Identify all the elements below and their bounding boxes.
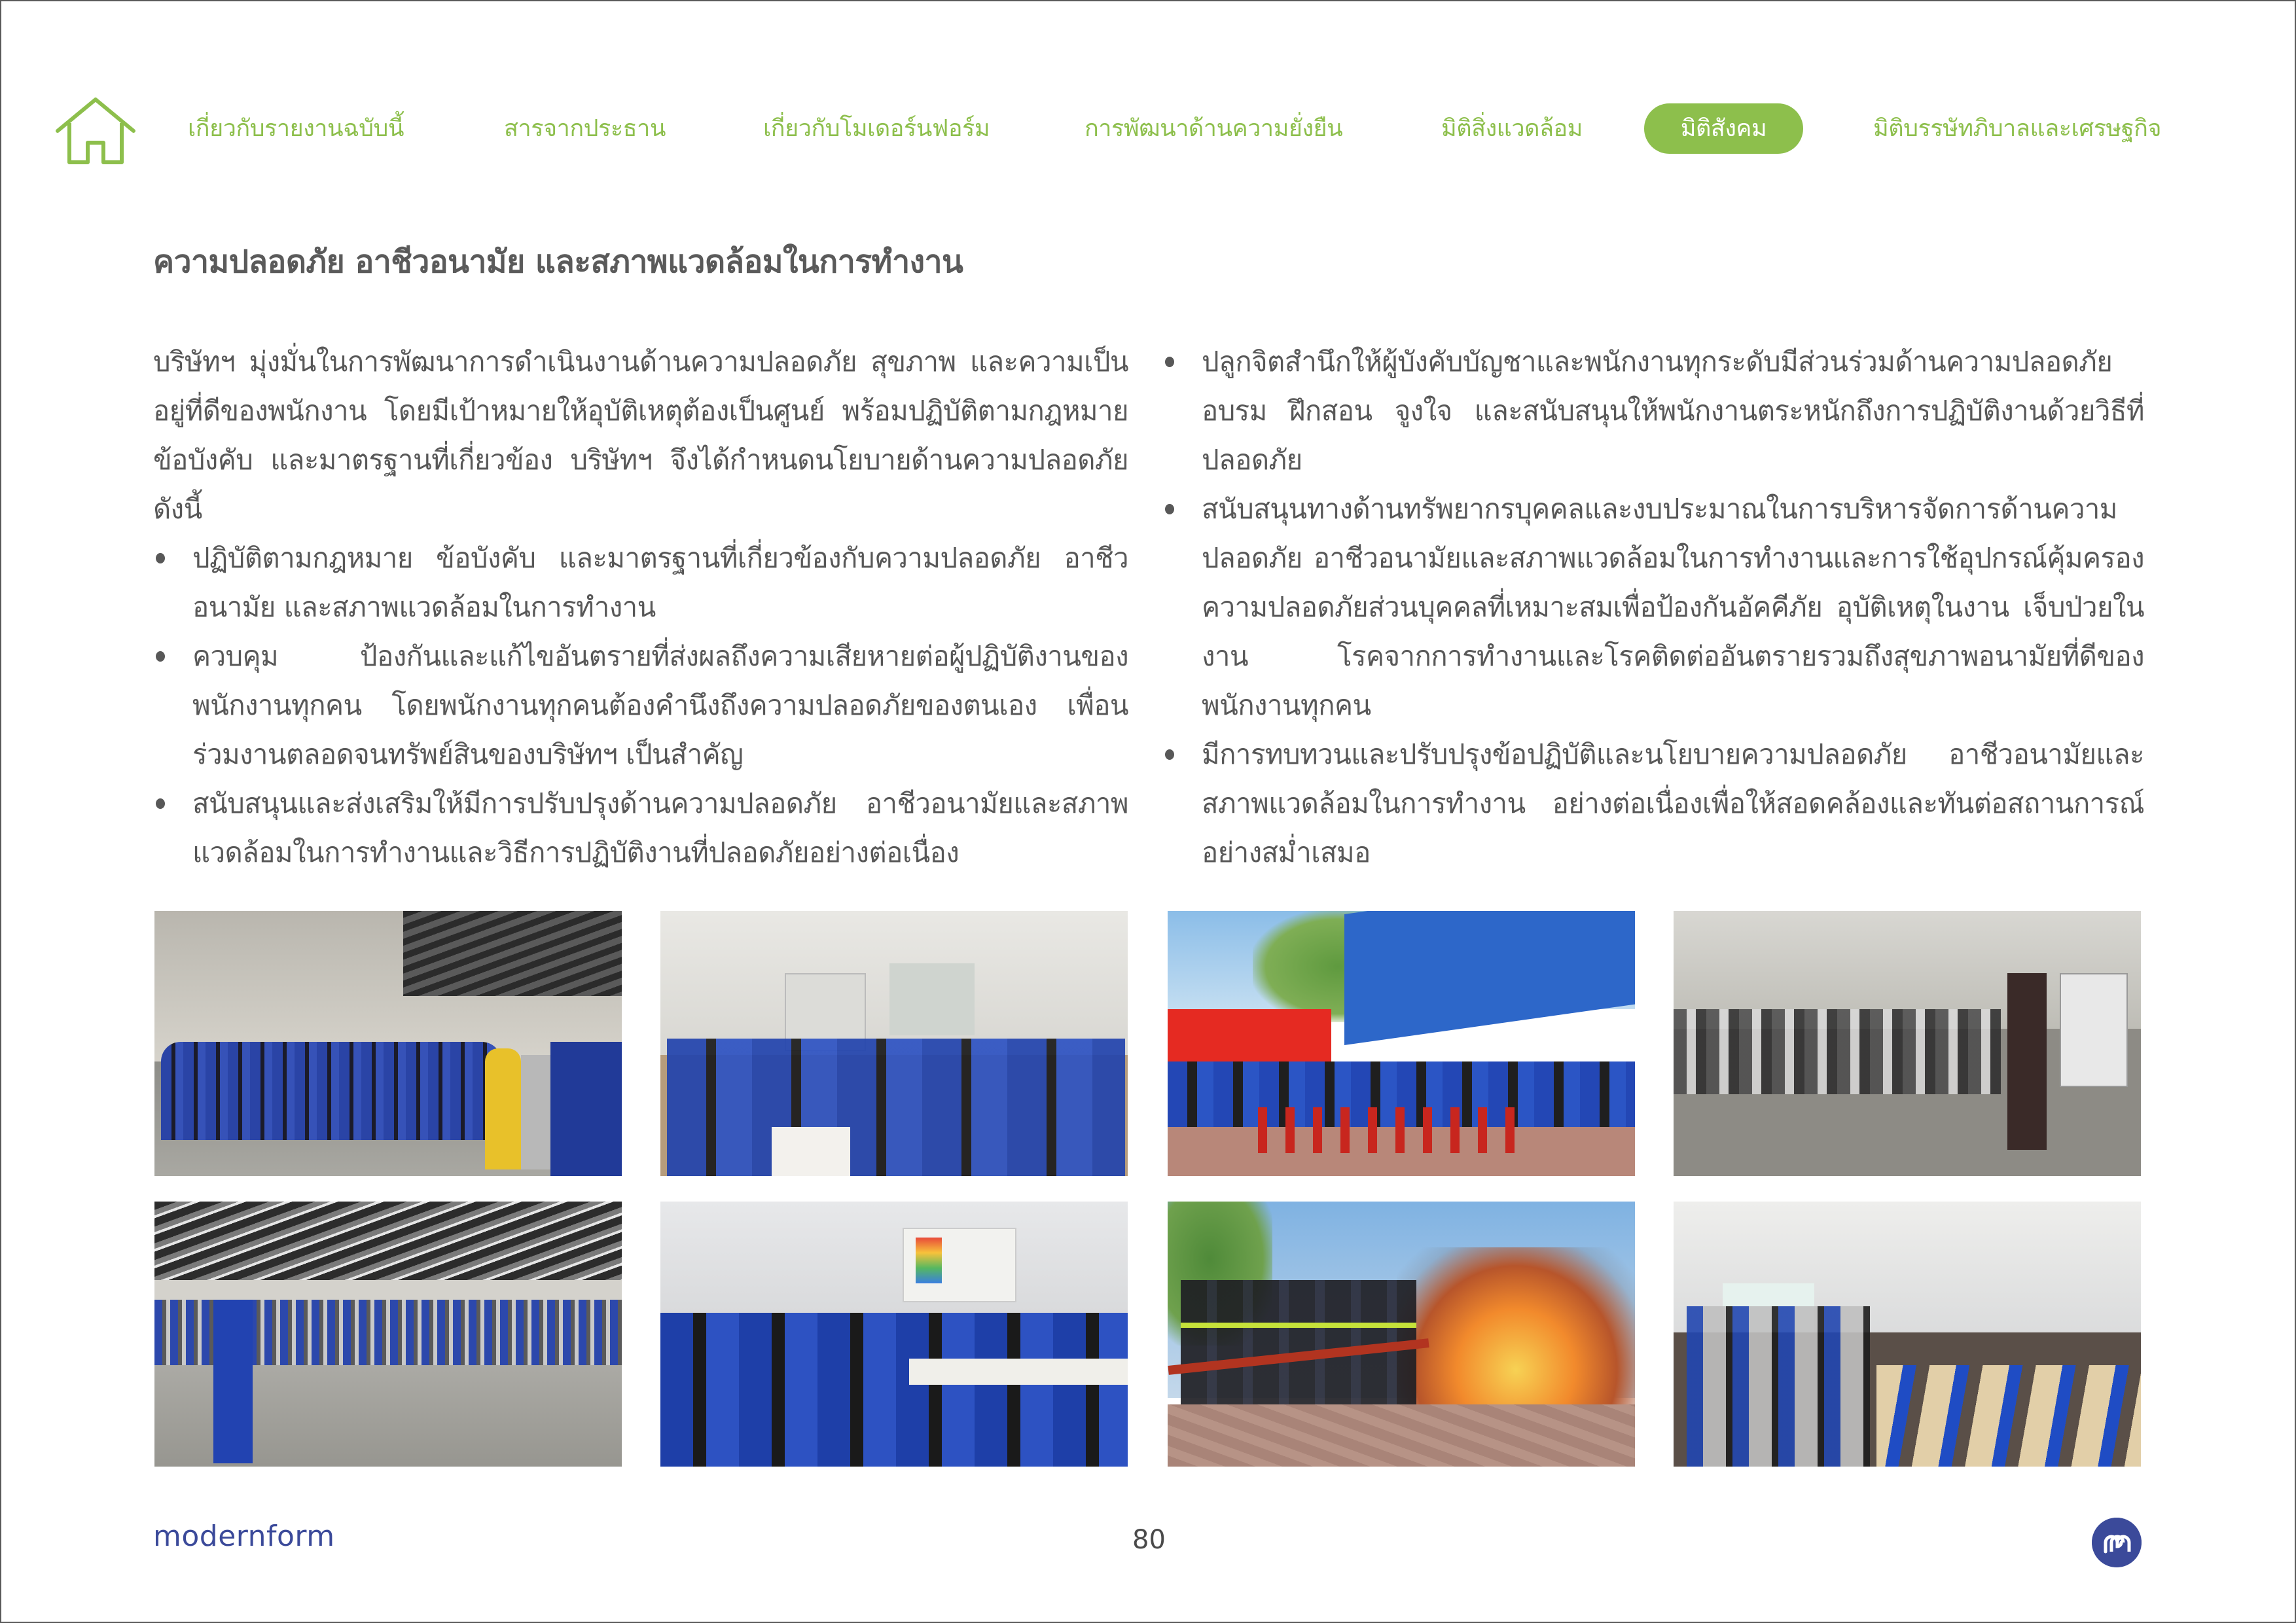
list-item xyxy=(153,779,1128,877)
intro-paragraph: บริษัทฯ มุ่งมั่นในการพัฒนาการดำเนินงานด้านความปลอดภัย สุขภาพ และความเป็นอยู่ที่ดีของพนักงาน โดยมีเป้าหมายให้อุบัติเหตุต้องเป็นศูนย์ พร้อมปฏิบัติตามกฎหมาย ข้อบังคับ และมาตรฐานที่เกี่ยวข้อง บริษัทฯ จึงได้กำหนดนโยบายด้านความปลอดภัย ดังนี้ xyxy=(153,346,1128,525)
bullet-icon xyxy=(156,553,165,563)
list-item-text: มีการทบทวนและปรับปรุงข้อปฏิบัติและนโยบายความปลอดภัย อาชีวอนามัยและสภาพแวดล้อมในการทำงาน อย่างต่อเนื่องเพื่อให้สอดคล้องและทันต่อสถานการณ์อย่างสม่ำเสมอ xyxy=(1202,738,2144,868)
right-column xyxy=(1162,337,2144,877)
nav-item-governance-economy[interactable]: มิติบรรษัทภิบาลและเศรษฐกิจ xyxy=(1873,115,2162,142)
list-item xyxy=(153,632,1128,779)
nav-item-social[interactable]: มิติสังคม xyxy=(1644,103,1803,154)
bullet-icon xyxy=(156,651,165,662)
brand-logo-text: modernform xyxy=(153,1520,335,1553)
section-title: ความปลอดภัย อาชีวอนามัย และสภาพแวดล้อมในการทำงาน xyxy=(153,243,963,280)
bullet-icon xyxy=(1165,749,1174,760)
photo-warehouse-assembly xyxy=(154,1202,622,1467)
nav-item-chairman-message[interactable]: สารจากประธาน xyxy=(504,115,666,142)
list-item xyxy=(1162,337,2144,484)
list-item xyxy=(1162,730,2144,877)
left-column xyxy=(153,337,1128,877)
photo-classroom-training xyxy=(660,911,1128,1176)
list-item-text: ควบคุม ป้องกันและแก้ไขอันตรายที่ส่งผลถึงความเสียหายต่อผู้ปฏิบัติงานของพนักงานทุกคน โดยพนักงานทุกคนต้องคำนึงถึงความปลอดภัยของตนเอง เพื่อนร่วมงานตลอดจนทรัพย์สินของบริษัทฯ เป็นสำคัญ xyxy=(192,640,1128,770)
bullet-icon xyxy=(156,798,165,809)
page-number: 80 xyxy=(1132,1525,1166,1555)
policy-list-right xyxy=(1162,337,2144,877)
bullet-icon xyxy=(1165,357,1174,367)
photo-fire-extinguisher-group xyxy=(1168,911,1635,1176)
policy-list-left xyxy=(153,533,1128,877)
nav-item-about-modernform[interactable]: เกี่ยวกับโมเดอร์นฟอร์ม xyxy=(763,115,990,142)
list-item-text: สนับสนุนและส่งเสริมให้มีการปรับปรุงด้านความปลอดภัย อาชีวอนามัยและสภาพแวดล้อมในการทำงานและวิธีการปฏิบัติงานที่ปลอดภัยอย่างต่อเนื่อง xyxy=(192,787,1128,868)
list-item-text: ปฏิบัติตามกฎหมาย ข้อบังคับ และมาตรฐานที่เกี่ยวข้องกับความปลอดภัย อาชีวอนามัย และสภาพแวดล้อมในการทำงาน xyxy=(192,542,1128,623)
list-item-text: ปลูกจิตสำนึกให้ผู้บังคับบัญชาและพนักงานทุกระดับมีส่วนร่วมด้านความปลอดภัย อบรม ฝึกสอน จูงใจ และสนับสนุนให้พนักงานตระหนักถึงการปฏิบัติงานด้วยวิธีที่ปลอดภัย xyxy=(1202,346,2144,476)
photo-classroom-session xyxy=(1674,1202,2141,1467)
nav-item-about-report[interactable]: เกี่ยวกับรายงานฉบับนี้ xyxy=(188,115,404,142)
photo-training-room-presentation xyxy=(660,1202,1128,1467)
bullet-icon xyxy=(1165,504,1174,514)
nav-item-environment[interactable]: มิติสิ่งแวดล้อม xyxy=(1441,115,1583,142)
brand-mark-icon xyxy=(2092,1518,2142,1567)
list-item xyxy=(1162,484,2144,730)
photo-factory-floor-briefing xyxy=(1674,911,2141,1176)
list-item-text: สนับสนุนทางด้านทรัพยากรบุคคลและงบประมาณในการบริหารจัดการด้านความปลอดภัย อาชีวอนามัยและสภาพแวดล้อมในการทำงานและการใช้อุปกรณ์คุ้มครองความปลอดภัยส่วนบุคคลที่เหมาะสมเพื่อป้องกันอัคคีภัย อุบัติเหตุในงาน เจ็บป่วยในงาน โรคจากการทำงานและโรคติดต่ออันตรายรวมถึงสุขภาพอนามัยที่ดีของพนักงานทุกคน xyxy=(1202,493,2144,721)
photo-warehouse-briefing xyxy=(154,911,622,1176)
photo-firefighting-drill xyxy=(1168,1202,1635,1467)
list-item xyxy=(153,533,1128,632)
nav-item-sustainability[interactable]: การพัฒนาด้านความยั่งยืน xyxy=(1085,115,1343,142)
home-icon[interactable] xyxy=(55,97,136,166)
